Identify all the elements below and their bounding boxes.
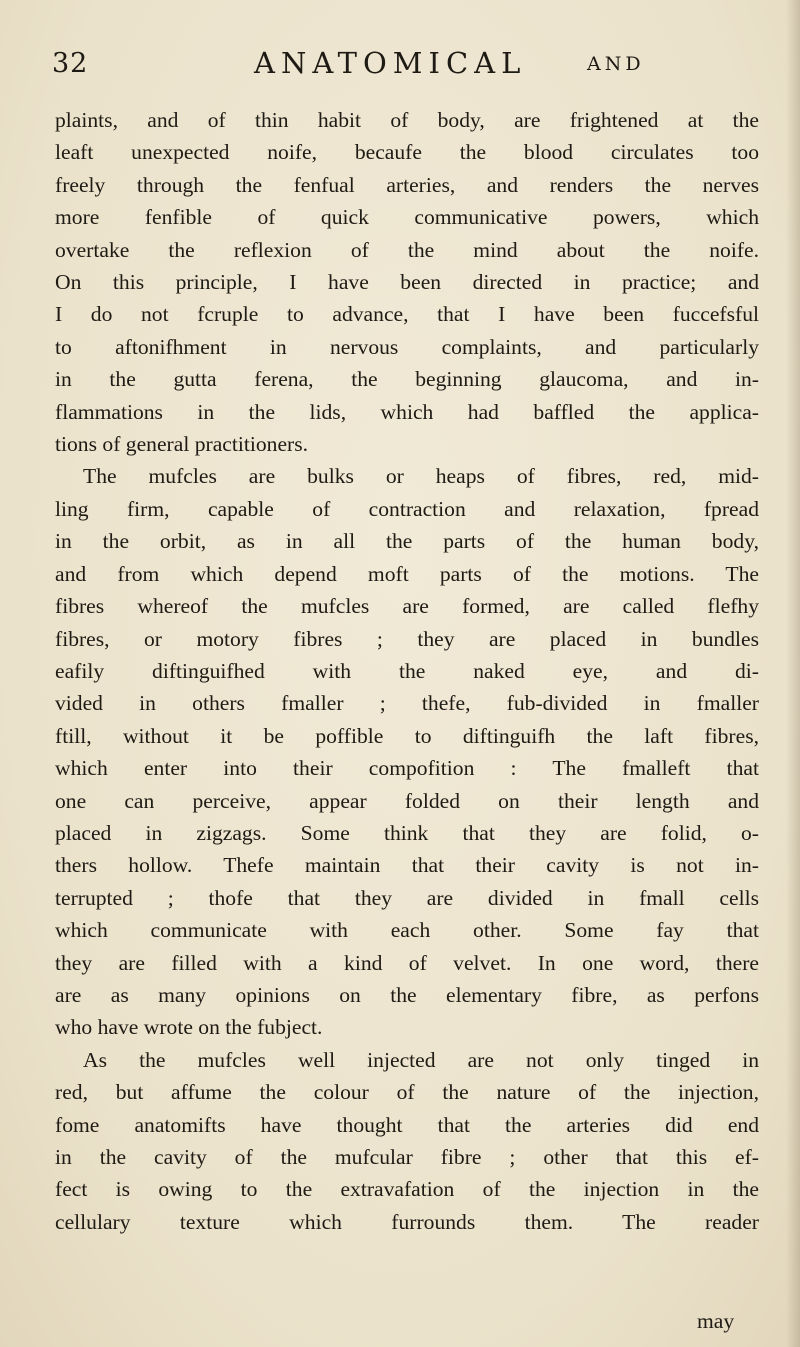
page-edge-shadow xyxy=(786,0,800,1347)
text-line: ling firm, capable of contraction and relaxation, fpread xyxy=(55,496,759,521)
text-line: freely through the fenfual arteries, and renders the nerves xyxy=(55,172,759,197)
text-line: fibres whereof the mufcles are formed, are called flefhy xyxy=(55,594,759,619)
running-head xyxy=(52,42,752,86)
paragraph-start-line: As the mufcles well injected are not only tinged in xyxy=(83,1047,759,1072)
text-line: to aftonifhment in nervous complaints, and particularly xyxy=(55,334,759,359)
text-line: more fenfible of quick communicative powers, which xyxy=(55,205,759,230)
running-title-continuation: AND xyxy=(587,53,645,75)
text-line: I do not fcruple to advance, that I have been fuccefsful xyxy=(55,302,759,327)
text-line: vided in others fmaller ; thefe, fub-divided in fmaller xyxy=(55,691,759,716)
text-line: thers hollow. Thefe maintain that their cavity is not in- xyxy=(55,853,759,878)
text-line: tions of general practitioners. xyxy=(55,432,309,457)
catchword: may xyxy=(697,1309,735,1333)
text-line: and from which depend moft parts of the motions. The xyxy=(55,561,759,586)
text-line: fect is owing to the extravafation of the injection in the xyxy=(55,1177,759,1202)
text-line: fome anatomifts have thought that the arteries did end xyxy=(55,1112,759,1137)
page-number: 32 xyxy=(52,48,89,79)
text-line: ftill, without it be poffible to diftinguifh the laft fibres, xyxy=(55,723,759,748)
text-line: one can perceive, appear folded on their length and xyxy=(55,788,759,813)
text-line: which enter into their compofition : The fmalleft that xyxy=(55,756,759,781)
text-line: On this principle, I have been directed in practice; and xyxy=(55,270,759,295)
text-line: red, but affume the colour of the nature of the injection, xyxy=(55,1080,759,1105)
text-line: flammations in the lids, which had baffled the applica- xyxy=(55,399,759,424)
body-text xyxy=(55,104,759,1238)
text-line: eafily diftinguifhed with the naked eye, and di- xyxy=(55,658,759,683)
text-line: they are filled with a kind of velvet. In one word, there xyxy=(55,950,759,975)
text-line: leaft unexpected noife, becaufe the blood circulates too xyxy=(55,140,759,165)
text-line: which communicate with each other. Some fay that xyxy=(55,918,759,943)
text-line: placed in zigzags. Some think that they are folid, o- xyxy=(55,820,759,845)
text-line: who have wrote on the fubject. xyxy=(55,1015,323,1040)
text-line: in the cavity of the mufcular fibre ; other that this ef- xyxy=(55,1145,759,1169)
text-line: in the orbit, as in all the parts of the human body, xyxy=(55,529,759,554)
text-line: fibres, or motory fibres ; they are placed in bundles xyxy=(55,626,759,651)
text-line: plaints, and of thin habit of body, are frightened at the xyxy=(55,108,759,132)
text-line: cellulary texture which furrounds them. The reader xyxy=(55,1209,759,1234)
text-line: in the gutta ferena, the beginning glaucoma, and in- xyxy=(55,367,759,392)
text-line: overtake the reflexion of the mind about the noife. xyxy=(55,237,759,262)
running-title: ANATOMICAL xyxy=(254,46,527,80)
text-line: are as many opinions on the elementary fibre, as perfons xyxy=(55,982,759,1007)
text-line: terrupted ; thofe that they are divided in fmall cells xyxy=(55,885,759,910)
paragraph-start-line: The mufcles are bulks or heaps of fibres, red, mid- xyxy=(83,464,759,489)
